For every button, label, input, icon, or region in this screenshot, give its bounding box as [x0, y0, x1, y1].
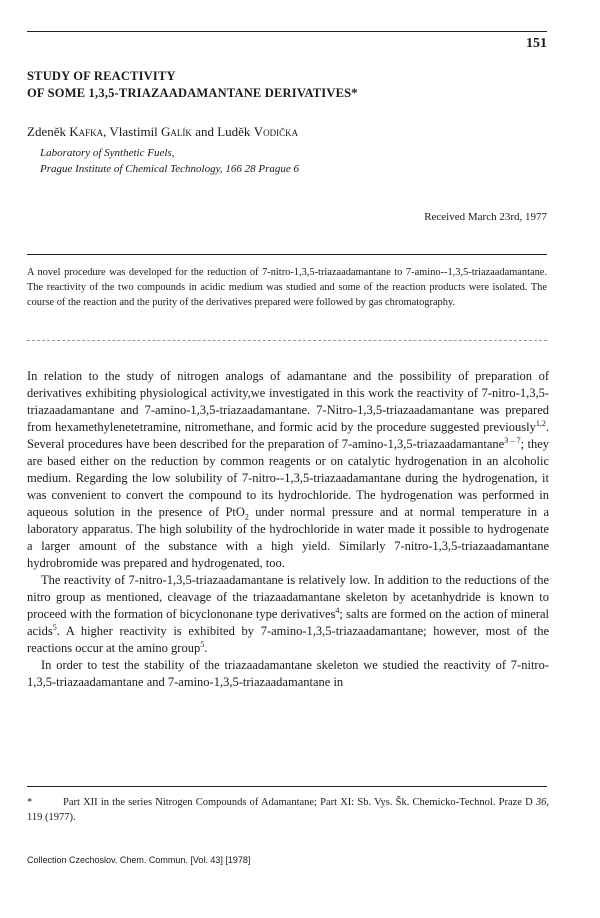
- footnote-text-end: , 119 (1977).: [27, 797, 549, 823]
- footnote-rule: [27, 786, 547, 787]
- text-run: ; they are based either on the reduction by common reagents or on catalytic hydrogenation in an alcoholic medium. Regarding the low solubility of 7-nitro--1,3,5-triazaadamantane during the hydrogenation, it was convenient to convert the compound to its hydrochloride. The hydrogenation was performed in aqueous solution in the presence of PtO: [27, 437, 550, 519]
- received-date: Received March 23rd, 1977: [424, 211, 547, 223]
- author-3-family: Vodička: [253, 124, 299, 139]
- paragraph-1: [27, 368, 549, 572]
- text-run: The reactivity of 7-nitro-1,3,5-triazaadamantane is relatively low. In addition to the reductions of the nitro group as mentioned, cleavage of the triazaadamantane skeleton by acetanhydride is known to proceed with the formation of bicyclononane type derivatives: [27, 573, 549, 621]
- abstract-text: A novel procedure was developed for the reduction of 7-nitro-1,3,5-triazaadamantane to 7-amino--1,3,5-triazaadamantane. The reactivity of the two compounds in acidic medium was studied and some of the reaction products were isolated. The course of the reaction and the purity of the derivatives prepared were followed by gas chromatography.: [27, 267, 547, 308]
- author-2-family: Galík: [161, 124, 192, 139]
- footnote-mark: *: [27, 797, 33, 808]
- footnote-text: Part XII in the series Nitrogen Compounds of Adamantane; Part XI: Sb. Vys. Šk. Chemicko-Technol. Praze D: [63, 797, 536, 808]
- abstract-top-rule: [27, 254, 547, 255]
- title-line-2: OF SOME 1,3,5-TRIAZAADAMANTANE DERIVATIVES*: [27, 86, 358, 100]
- affiliation: [40, 145, 299, 177]
- journal-footer: Collection Czechoslov. Chem. Commun. [Vol. 43] [1978]: [27, 855, 251, 865]
- author-list: [27, 124, 298, 140]
- header-rule: [27, 31, 547, 32]
- paragraph-3: In order to test the stability of the triazaadamantane skeleton we studied the reactivity of 7-nitro-1,3,5-triazaadamantane and 7-amino-1,3,5-triazaadamantane in: [27, 658, 549, 689]
- citation: 5: [52, 622, 57, 632]
- author-2-given: Vlastimil: [109, 124, 162, 139]
- body-text: [27, 368, 549, 691]
- text-run: .: [204, 641, 208, 655]
- title-line-1: STUDY OF REACTIVITY: [27, 69, 176, 83]
- abstract-bottom-rule: [27, 340, 547, 341]
- citation: 1,2: [535, 418, 546, 428]
- author-separator: ,: [103, 124, 110, 139]
- footnote: [27, 795, 549, 825]
- paragraph-2: [27, 572, 549, 657]
- footnote-volume: 36: [535, 797, 547, 808]
- text-run: ; salts are formed on the action of mineral acids: [27, 607, 549, 638]
- citation: 5: [200, 639, 205, 649]
- text-run: . Several procedures have been described for the preparation of 7-amino-1,3,5-triazaadamantane: [27, 420, 549, 451]
- subscript: 2: [244, 512, 249, 522]
- author-1-given: Zdeněk: [27, 124, 70, 139]
- affiliation-line-2: Prague Institute of Chemical Technology, 166 28 Prague 6: [40, 163, 299, 175]
- abstract: [27, 265, 547, 310]
- article-title: [27, 68, 547, 102]
- author-separator: and: [191, 124, 218, 139]
- affiliation-line-1: Laboratory of Synthetic Fuels,: [40, 147, 175, 159]
- citation: 3 – 7: [504, 435, 521, 445]
- text-run: In relation to the study of nitrogen analogs of adamantane and the possibility of preparation of derivatives exhibiting physiological activity,we investigated in this work the reactivity of 7-nitro-1,3,5-triazaadamantane and 7-amino-1,3,5-triazaadamantane. 7-Nitro-1,3,5-triazaadamantane was prepared from hexamethylenetetramine, nitromethane, and formic acid by the procedure suggested previously: [27, 369, 549, 434]
- text-run: under normal pressure and at normal temperature in a laboratory apparatus. The high solubility of the hydrochloride in water made it possible to hydrogenate a larger amount of the substance with a high yield. Similarly 7-nitro-1,3,5-triazaadamantane hydrobromide was prepared and hydrogenated, too.: [27, 505, 550, 570]
- author-3-given: Luděk: [217, 124, 254, 139]
- citation: 4: [335, 605, 340, 615]
- author-1-family: Kafka: [69, 124, 104, 139]
- page-number: 151: [526, 36, 547, 51]
- text-run: . A higher reactivity is exhibited by 7-amino-1,3,5-triazaadamantane; however, most of the reactions occur at the amino group: [27, 624, 549, 655]
